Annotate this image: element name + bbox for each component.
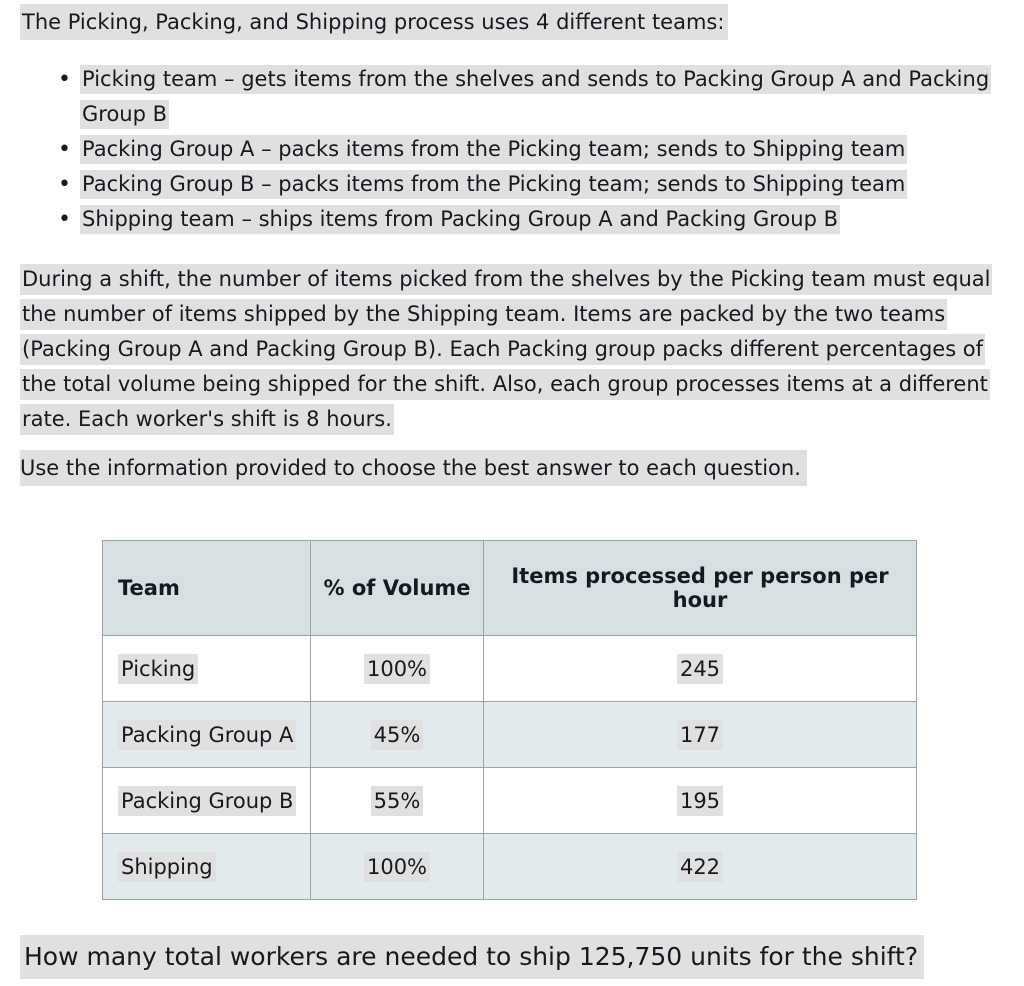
cell-volume xyxy=(311,636,484,702)
cell-volume xyxy=(311,702,484,768)
cell-rate xyxy=(484,702,917,768)
cell-team xyxy=(103,636,311,702)
table-header-row xyxy=(103,541,917,636)
bullet-icon: • xyxy=(58,137,71,162)
cell-rate-text: 195 xyxy=(677,786,723,816)
cell-rate xyxy=(484,636,917,702)
list-item-text: Picking team – gets items from the shelves and sends to Packing Group A and Packing Group B xyxy=(80,65,991,129)
list-item-text: Packing Group A – packs items from the Picking team; sends to Shipping team xyxy=(80,135,907,164)
header-team: Team xyxy=(103,541,311,636)
teams-table xyxy=(102,540,917,900)
cell-volume-text: 100% xyxy=(364,852,430,882)
table-row xyxy=(103,636,917,702)
description-paragraph xyxy=(20,262,1000,437)
instruction-text: Use the information provided to choose the best answer to each question. xyxy=(20,450,807,486)
cell-team-text: Shipping xyxy=(118,852,216,882)
cell-team-text: Packing Group B xyxy=(118,786,296,816)
cell-rate xyxy=(484,834,917,900)
table-row xyxy=(103,702,917,768)
table-row xyxy=(103,834,917,900)
intro-text: The Picking, Packing, and Shipping process uses 4 different teams: xyxy=(20,4,728,40)
cell-team xyxy=(103,768,311,834)
cell-team xyxy=(103,834,311,900)
question-text: How many total workers are needed to ship 125,750 units for the shift? xyxy=(20,935,924,979)
cell-volume xyxy=(311,768,484,834)
cell-rate-text: 422 xyxy=(677,852,723,882)
bullet-icon: • xyxy=(58,172,71,197)
table-row xyxy=(103,768,917,834)
list-item-text: Packing Group B – packs items from the Picking team; sends to Shipping team xyxy=(80,170,907,199)
list-item xyxy=(0,167,1000,202)
cell-rate-text: 177 xyxy=(677,720,723,750)
bullet-icon: • xyxy=(58,67,71,92)
cell-volume xyxy=(311,834,484,900)
paragraph-text: During a shift, the number of items picked from the shelves by the Picking team must equal the number of items shipped by the Shipping team. Items are packed by the two teams (Packing Group A and Packing Group B). Each Packing group packs different percentages of the total volume being shipped for the shift. Also, each group processes items at a different rate. Each worker's shift is 8 hours. xyxy=(20,264,992,435)
header-rate: Items processed per person per hour xyxy=(484,541,917,636)
list-item xyxy=(0,132,1000,167)
cell-volume-text: 55% xyxy=(371,786,424,816)
cell-team-text: Picking xyxy=(118,654,198,684)
cell-team xyxy=(103,702,311,768)
cell-team-text: Packing Group A xyxy=(118,720,296,750)
cell-volume-text: 45% xyxy=(371,720,424,750)
cell-rate-text: 245 xyxy=(677,654,723,684)
list-item xyxy=(0,202,1000,237)
teams-list xyxy=(0,62,1000,237)
bullet-icon: • xyxy=(58,207,71,232)
header-volume: % of Volume xyxy=(311,541,484,636)
cell-rate xyxy=(484,768,917,834)
cell-volume-text: 100% xyxy=(364,654,430,684)
list-item-text: Shipping team – ships items from Packing Group A and Packing Group B xyxy=(80,205,840,234)
list-item xyxy=(0,62,1000,132)
